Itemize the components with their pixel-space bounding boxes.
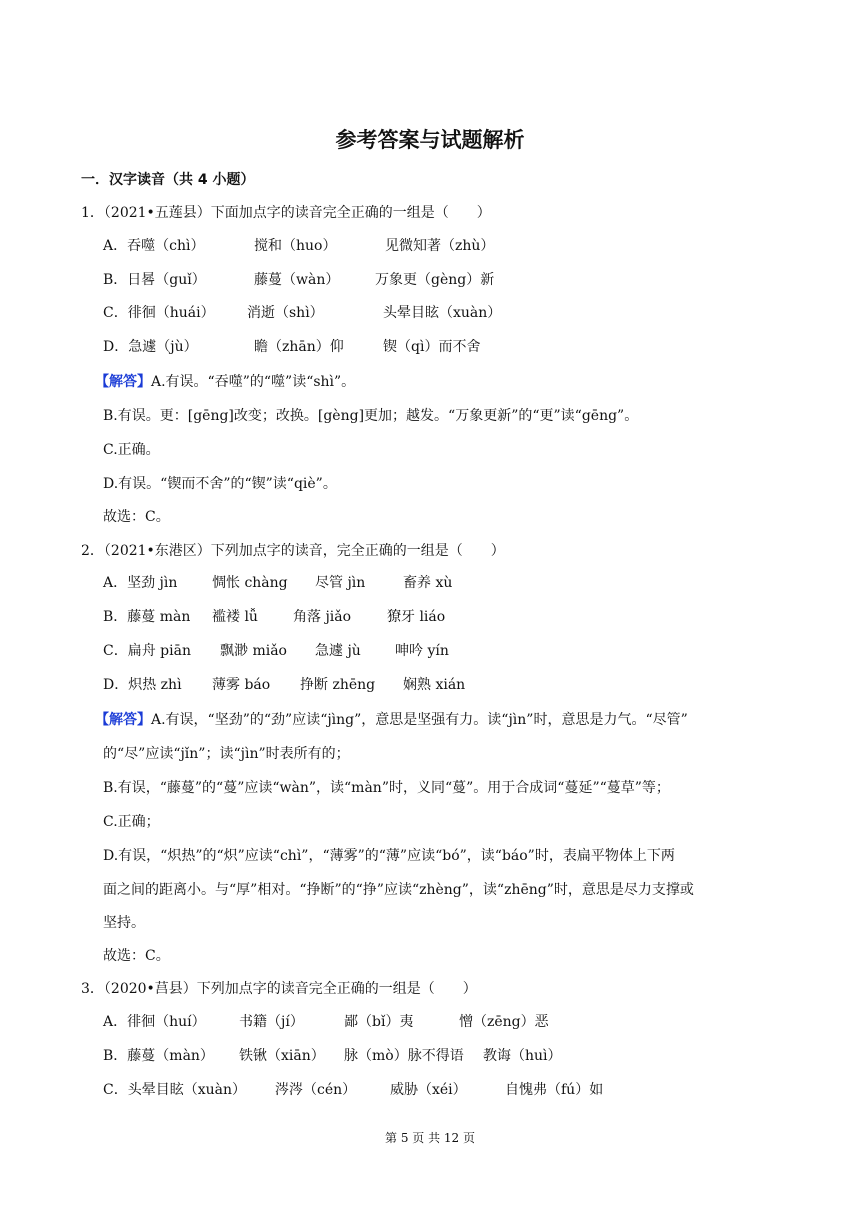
- q2-option-a-2: 惆怅 chàng: [212, 575, 288, 591]
- question-2-stem: 2．（2021•东港区）下列加点字的读音，完全正确的一组是（ ）: [81, 543, 505, 559]
- q1-option-a-3: 见微知著（zhù）: [385, 238, 495, 254]
- q2-option-c-2: 飘渺 miǎo: [220, 643, 287, 659]
- q1-option-a-1: A．吞噬（chì）: [103, 238, 205, 254]
- q3-option-c-1: C．头晕目眩（xuàn）: [103, 1082, 246, 1098]
- q1-option-b-3: 万象更（gèng）新: [375, 272, 495, 288]
- q3-option-c-3: 威胁（xéi）: [390, 1082, 467, 1098]
- q2-answer-d-line3: 坚持。: [103, 915, 145, 931]
- q1-option-d-3: 锲（qì）而不舍: [383, 339, 481, 355]
- q1-option-a-2: 搅和（huo）: [254, 238, 337, 254]
- q1-answer-d: D.有误。“锲而不舍”的“锲”读“qiè”。: [103, 476, 337, 492]
- q2-option-c-4: 呻吟 yín: [395, 643, 449, 659]
- answer-label: 【解答】: [95, 712, 151, 728]
- q3-option-b-3: 脉（mò）脉不得语: [344, 1048, 464, 1064]
- q1-answer-a: [95, 372, 355, 392]
- q2-option-d-3: 挣断 zhēng: [300, 677, 376, 693]
- q3-option-a-2: 书籍（jí）: [239, 1014, 304, 1030]
- q2-option-a-1: A．坚劲 jìn: [103, 575, 178, 591]
- q1-option-d-2: 瞻（zhān）仰: [254, 339, 344, 355]
- answer-text: A.有误。“吞噬”的“噬”读“shì”。: [151, 374, 356, 390]
- q2-answer-c: C.正确；: [103, 814, 160, 830]
- q3-option-b-1: B．藤蔓（màn）: [103, 1048, 214, 1064]
- q1-option-c-1: C．徘徊（huái）: [103, 305, 215, 321]
- q2-option-d-1: D．炽热 zhì: [103, 677, 182, 693]
- q3-option-a-3: 鄙（bǐ）夷: [344, 1014, 414, 1030]
- q2-option-c-1: C．扁舟 piān: [103, 643, 191, 659]
- answer-text: A.有误，“坚劲”的“劲”应读“jìng”，意思是坚强有力。读“jìn”时，意思是力气。“尽管”: [151, 712, 688, 728]
- q3-option-a-1: A．徘徊（huí）: [103, 1014, 206, 1030]
- q1-answer-c: C.正确。: [103, 442, 160, 458]
- q2-option-a-4: 畜养 xù: [403, 575, 453, 591]
- q2-option-a-3: 尽管 jìn: [315, 575, 366, 591]
- q2-option-b-3: 角落 jiǎo: [293, 609, 352, 625]
- question-1-stem: 1．（2021•五莲县）下面加点字的读音完全正确的一组是（ ）: [81, 205, 491, 221]
- q1-choice: 故选：C。: [103, 509, 170, 525]
- q2-option-d-2: 薄雾 báo: [212, 677, 271, 693]
- q2-option-b-4: 獠牙 liáo: [387, 609, 446, 625]
- q3-option-c-4: 自愧弗（fú）如: [505, 1082, 604, 1098]
- q1-option-d-1: D．急遽（jù）: [103, 339, 198, 355]
- q3-option-c-2: 涔涔（cén）: [275, 1082, 357, 1098]
- q2-answer-b: B.有误，“藤蔓”的“蔓”应读“wàn”，读“màn”时，义同“蔓”。用于合成词“蔓延”“蔓草”等；: [103, 780, 670, 796]
- q2-answer-d-line2: 面之间的距离小。与“厚”相对。“挣断”的“挣”应读“zhèng”，读“zhēng”时，意思是尽力支撑或: [103, 882, 694, 898]
- q2-answer-a-line2: 的“尽”应读“jǐn”；读“jìn”时表所有的；: [103, 746, 350, 762]
- q1-answer-b: B.有误。更：[gēng]改变；改换。[gèng]更加；越发。“万象更新”的“更”读“gēng”。: [103, 408, 639, 424]
- answer-label: 【解答】: [95, 374, 151, 390]
- q1-option-b-2: 藤蔓（wàn）: [254, 272, 340, 288]
- q2-option-c-3: 急遽 jù: [315, 643, 361, 659]
- q2-option-d-4: 娴熟 xián: [403, 677, 466, 693]
- section-heading: 一．汉字读音（共 4 小题）: [81, 172, 255, 188]
- q1-option-c-3: 头晕目眩（xuàn）: [383, 305, 502, 321]
- q3-option-a-4: 憎（zēng）恶: [459, 1014, 549, 1030]
- q1-option-b-1: B．日晷（guǐ）: [103, 272, 206, 288]
- q2-answer-d-line1: D.有误，“炽热”的“炽”应读“chì”，“薄雾”的“薄”应读“bó”，读“báo”时，表扁平物体上下两: [103, 848, 675, 864]
- question-3-stem: 3．（2020•莒县）下列加点字的读音完全正确的一组是（ ）: [81, 981, 477, 997]
- q3-option-b-2: 铁锹（xiān）: [239, 1048, 325, 1064]
- page-title: 参考答案与试题解析: [335, 128, 525, 152]
- q3-option-b-4: 教诲（huì）: [483, 1048, 562, 1064]
- q2-option-b-1: B．藤蔓 màn: [103, 609, 191, 625]
- q2-choice: 故选：C。: [103, 948, 170, 964]
- q1-option-c-2: 消逝（shì）: [247, 305, 324, 321]
- page-footer: 第 5 页 共 12 页: [385, 1131, 475, 1145]
- q2-answer-a-line1: [95, 710, 688, 730]
- q2-option-b-2: 褴褛 lǚ: [212, 609, 258, 625]
